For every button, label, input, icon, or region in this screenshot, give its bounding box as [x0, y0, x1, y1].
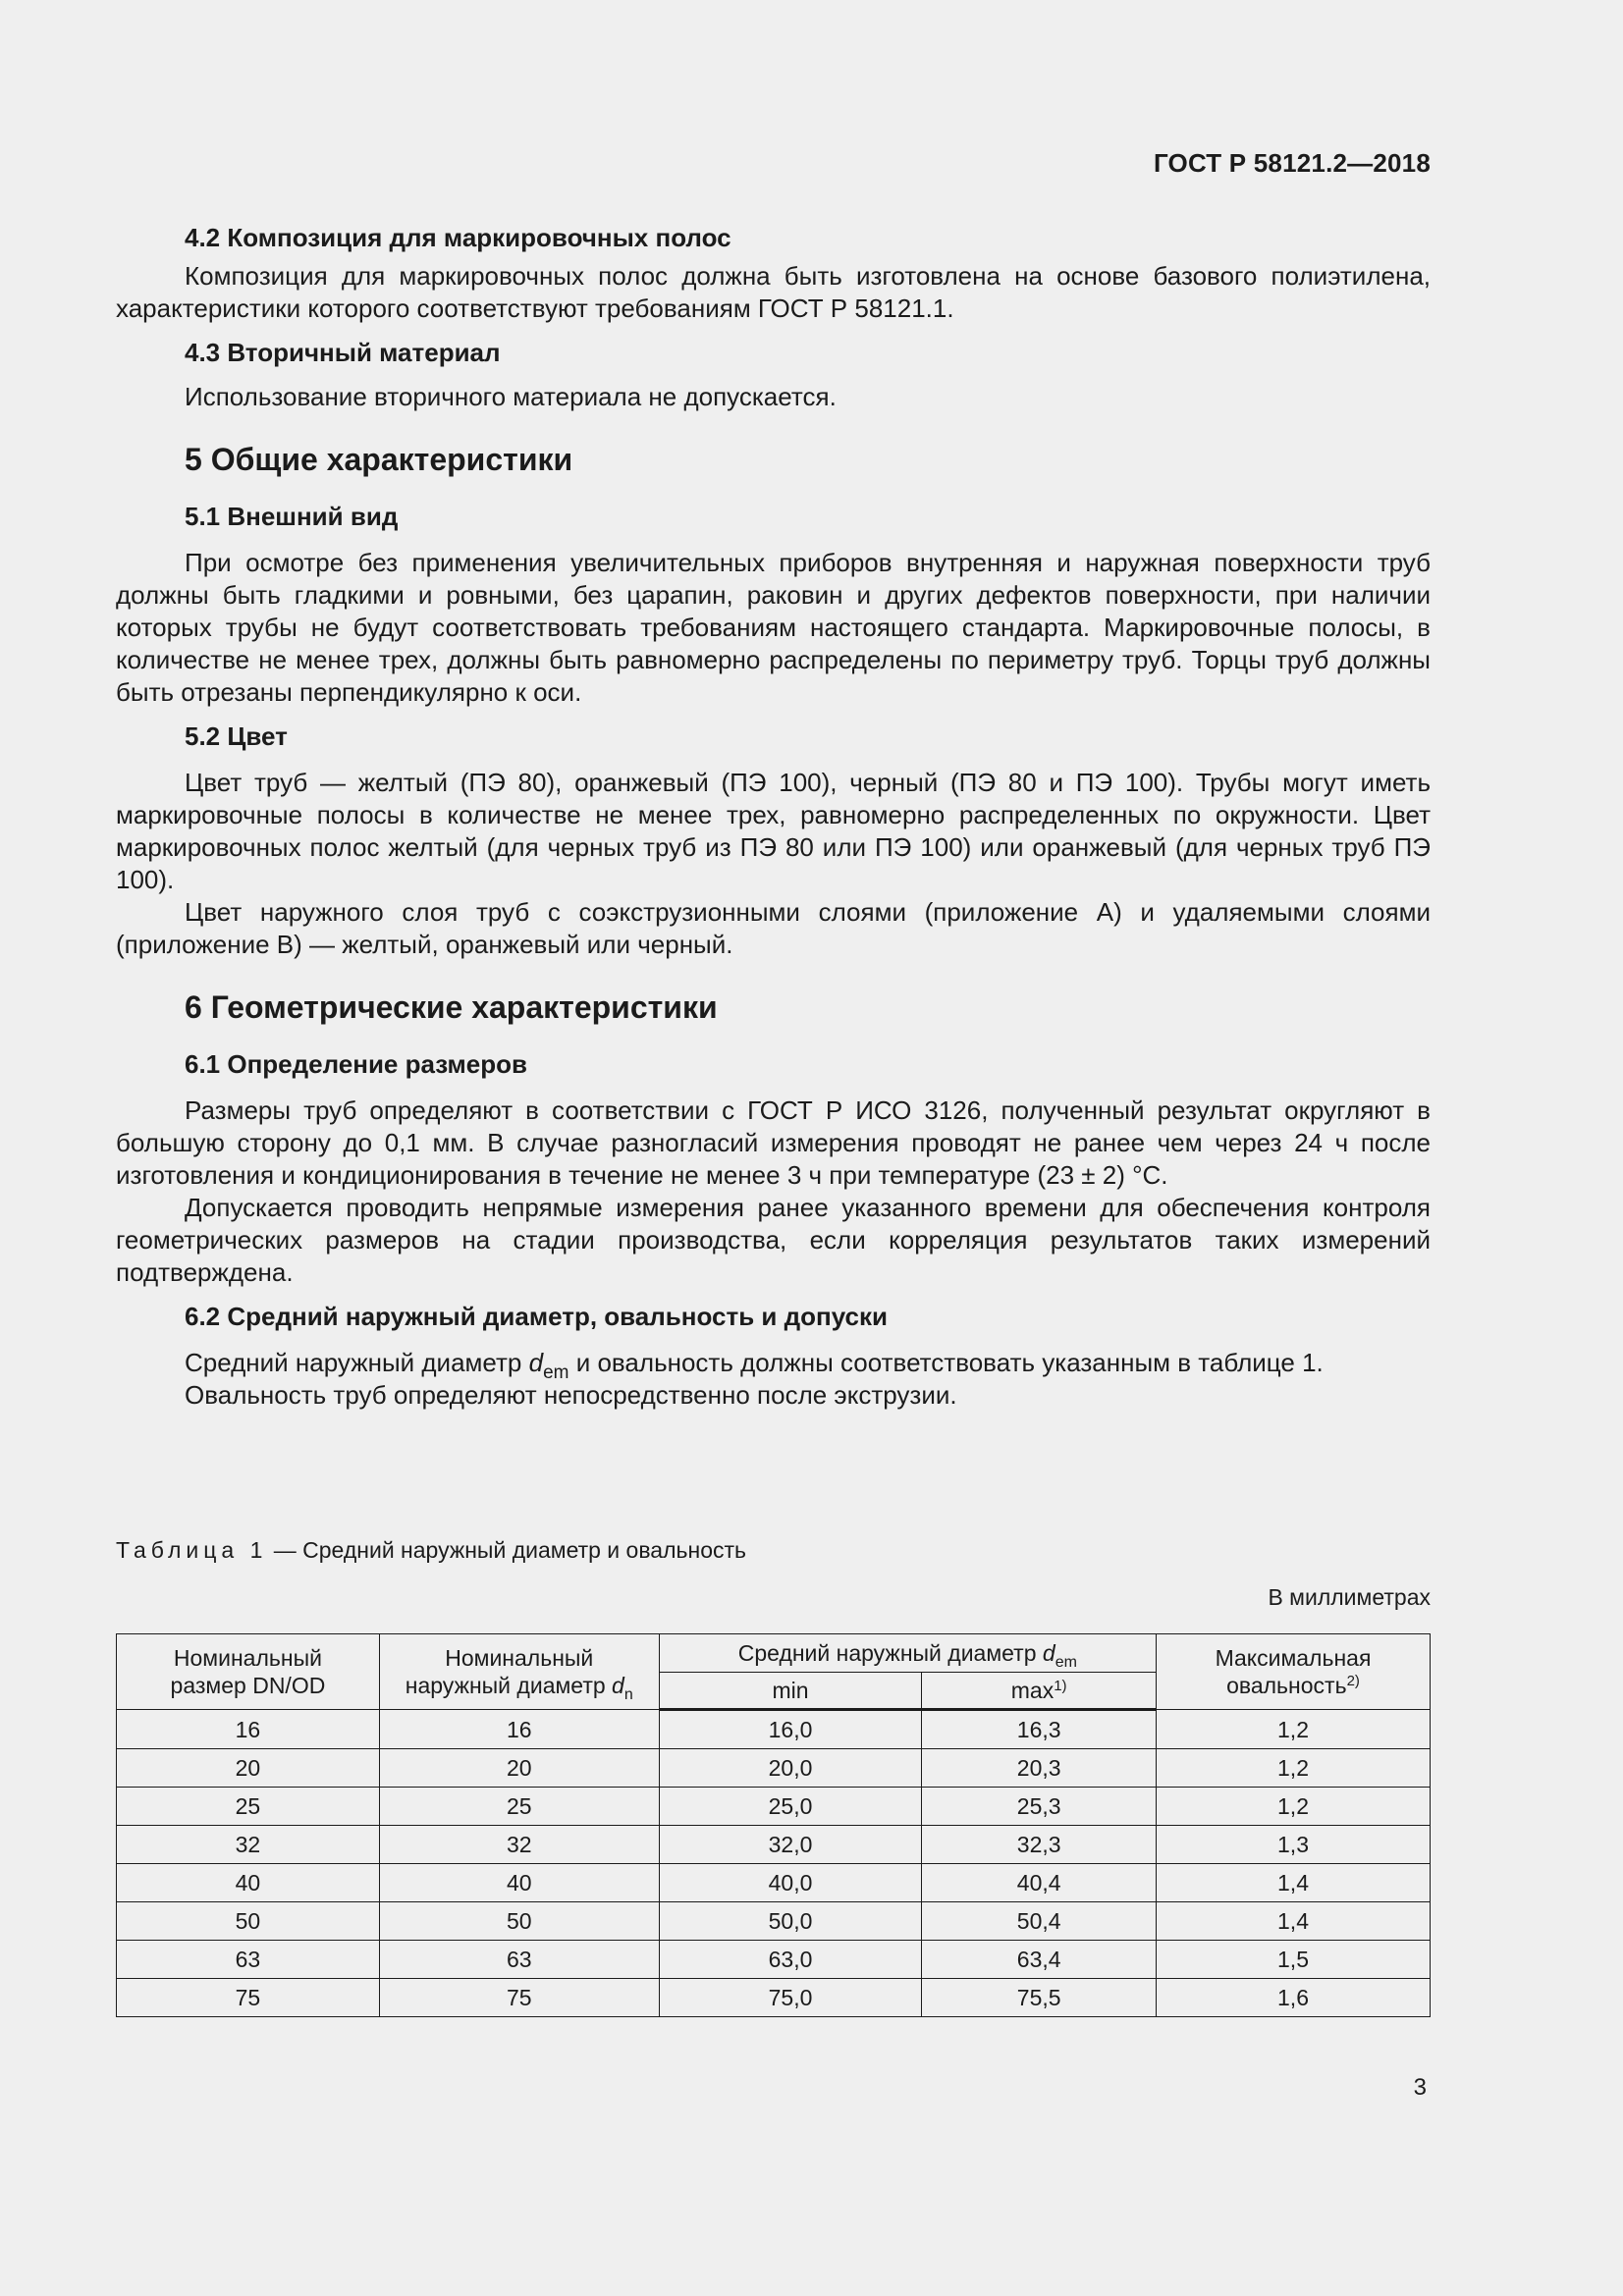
section-6-2-paragraph-1: Средний наружный диаметр $d_{em}$ и овальность должны соответствовать указанным в таблице 1. — [185, 1348, 1324, 1383]
section-5-2-paragraph-2: Цвет наружного слоя труб с соэкструзионными слоями (приложение А) и удаляемыми слоями (приложение В) — желтый, оранжевый или черный. — [116, 897, 1431, 959]
cell-ovality: 1,4 — [1157, 1864, 1431, 1902]
cell-nominal-size: 20 — [117, 1749, 380, 1788]
cell-ovality: 1,4 — [1157, 1902, 1431, 1941]
document-body — [116, 222, 1431, 1412]
table-units: В миллиметрах — [1268, 1584, 1431, 1610]
table-row — [117, 1902, 1431, 1941]
table-row — [117, 1864, 1431, 1902]
cell-max: 40,4 — [922, 1864, 1157, 1902]
header-max-ovality: Максимальная овальность$^{2)}$ — [1157, 1634, 1431, 1710]
cell-nominal-diameter: 63 — [379, 1941, 659, 1979]
page-number: 3 — [1413, 2074, 1427, 2101]
table-row — [117, 1826, 1431, 1864]
section-4-2-paragraph: Композиция для маркировочных полос должна быть изготовлена на основе базового полиэтилена, характеристики которого соответствуют требованиям ГОСТ Р 58121.1. — [116, 261, 1431, 323]
cell-nominal-size: 16 — [117, 1710, 380, 1749]
section-5-heading: 5 Общие характеристики — [185, 442, 573, 477]
header-mean-diameter: Средний наружный диаметр $d_{em}$ — [659, 1634, 1156, 1673]
cell-max: 25,3 — [922, 1788, 1157, 1826]
cell-nominal-size: 75 — [117, 1979, 380, 2017]
section-4-3-paragraph: Использование вторичного материала не допускается. — [185, 382, 837, 411]
cell-max: 20,3 — [922, 1749, 1157, 1788]
table-row — [117, 1710, 1431, 1749]
header-max: $\max^{1)}$ — [922, 1673, 1157, 1710]
section-4-3-heading: 4.3 Вторичный материал — [185, 338, 501, 367]
cell-min: 32,0 — [659, 1826, 922, 1864]
cell-min: 20,0 — [659, 1749, 922, 1788]
cell-min: 25,0 — [659, 1788, 922, 1826]
table-row — [117, 1979, 1431, 2017]
section-5-1-heading: 5.1 Внешний вид — [185, 502, 399, 531]
table-row — [117, 1788, 1431, 1826]
section-6-1-paragraph-1: Размеры труб определяют в соответствии с ГОСТ Р ИСО 3126, полученный результат округляют в большую сторону до 0,1 мм. В случае разногласий измерения проводят не ранее чем через 24 ч после изготовления и кондиционирования в течение не менее 3 ч при температуре (23 ± 2) °С. — [116, 1095, 1431, 1190]
cell-nominal-size: 50 — [117, 1902, 380, 1941]
cell-ovality: 1,2 — [1157, 1788, 1431, 1826]
header-min: min — [659, 1673, 922, 1710]
section-6-heading: 6 Геометрические характеристики — [185, 989, 718, 1025]
table-caption: Таблица 1 — Средний наружный диаметр и овальность — [116, 1537, 747, 1563]
cell-max: 75,5 — [922, 1979, 1157, 2017]
cell-nominal-diameter: 16 — [379, 1710, 659, 1749]
section-4-2-heading: 4.2 Композиция для маркировочных полос — [185, 223, 731, 252]
cell-min: 63,0 — [659, 1941, 922, 1979]
cell-min: 75,0 — [659, 1979, 922, 2017]
cell-nominal-size: 40 — [117, 1864, 380, 1902]
section-5-1-paragraph: При осмотре без применения увеличительных приборов внутренняя и наружная поверхности труб должны быть гладкими и ровными, без царапин, раковин и других дефектов поверхности, при наличии которых трубы не будут соответствовать требованиям настоящего стандарта. Маркировочные полосы, в количестве не менее трех, должны быть равномерно распределены по периметру труб. Торцы труб должны быть отрезаны перпендикулярно к оси. — [116, 548, 1431, 707]
cell-nominal-diameter: 20 — [379, 1749, 659, 1788]
cell-min: 16,0 — [659, 1710, 922, 1749]
cell-nominal-diameter: 75 — [379, 1979, 659, 2017]
cell-nominal-size: 25 — [117, 1788, 380, 1826]
cell-ovality: 1,2 — [1157, 1710, 1431, 1749]
cell-max: 63,4 — [922, 1941, 1157, 1979]
cell-nominal-diameter: 40 — [379, 1864, 659, 1902]
cell-max: 50,4 — [922, 1902, 1157, 1941]
cell-nominal-size: 32 — [117, 1826, 380, 1864]
section-6-1-paragraph-2: Допускается проводить непрямые измерения ранее указанного времени для обеспечения контроля геометрических размеров на стадии производства, если корреляция результатов таких измерений подтверждена. — [116, 1193, 1431, 1287]
cell-min: 50,0 — [659, 1902, 922, 1941]
header-nominal-size: Номинальный размер DN/OD — [117, 1634, 380, 1710]
header-nominal-diameter: Номинальный наружный диаметр $d_n$ — [379, 1634, 659, 1710]
table-row — [117, 1941, 1431, 1979]
cell-ovality: 1,6 — [1157, 1979, 1431, 2017]
cell-min: 40,0 — [659, 1864, 922, 1902]
cell-nominal-diameter: 50 — [379, 1902, 659, 1941]
cell-nominal-diameter: 32 — [379, 1826, 659, 1864]
section-6-2-heading: 6.2 Средний наружный диаметр, овальность и допуски — [185, 1302, 888, 1331]
cell-nominal-size: 63 — [117, 1941, 380, 1979]
section-5-2-heading: 5.2 Цвет — [185, 721, 288, 751]
diameter-table — [116, 1633, 1431, 2017]
section-6-2-paragraph-2: Овальность труб определяют непосредственно после экструзии. — [185, 1380, 957, 1410]
cell-nominal-diameter: 25 — [379, 1788, 659, 1826]
table-row — [117, 1749, 1431, 1788]
section-6-1-heading: 6.1 Определение размеров — [185, 1049, 527, 1079]
standard-code: ГОСТ Р 58121.2—2018 — [1153, 148, 1431, 178]
cell-ovality: 1,5 — [1157, 1941, 1431, 1979]
section-5-2-paragraph-1: Цвет труб — желтый (ПЭ 80), оранжевый (ПЭ 100), черный (ПЭ 80 и ПЭ 100). Трубы могут иметь маркировочные полосы в количестве не менее трех, равномерно распределенных по окружности. Цвет маркировочных полос желтый (для черных труб из ПЭ 80 или ПЭ 100) или оранжевый (для черных труб ПЭ 100). — [116, 768, 1431, 894]
cell-ovality: 1,2 — [1157, 1749, 1431, 1788]
cell-max: 16,3 — [922, 1710, 1157, 1749]
cell-max: 32,3 — [922, 1826, 1157, 1864]
cell-ovality: 1,3 — [1157, 1826, 1431, 1864]
